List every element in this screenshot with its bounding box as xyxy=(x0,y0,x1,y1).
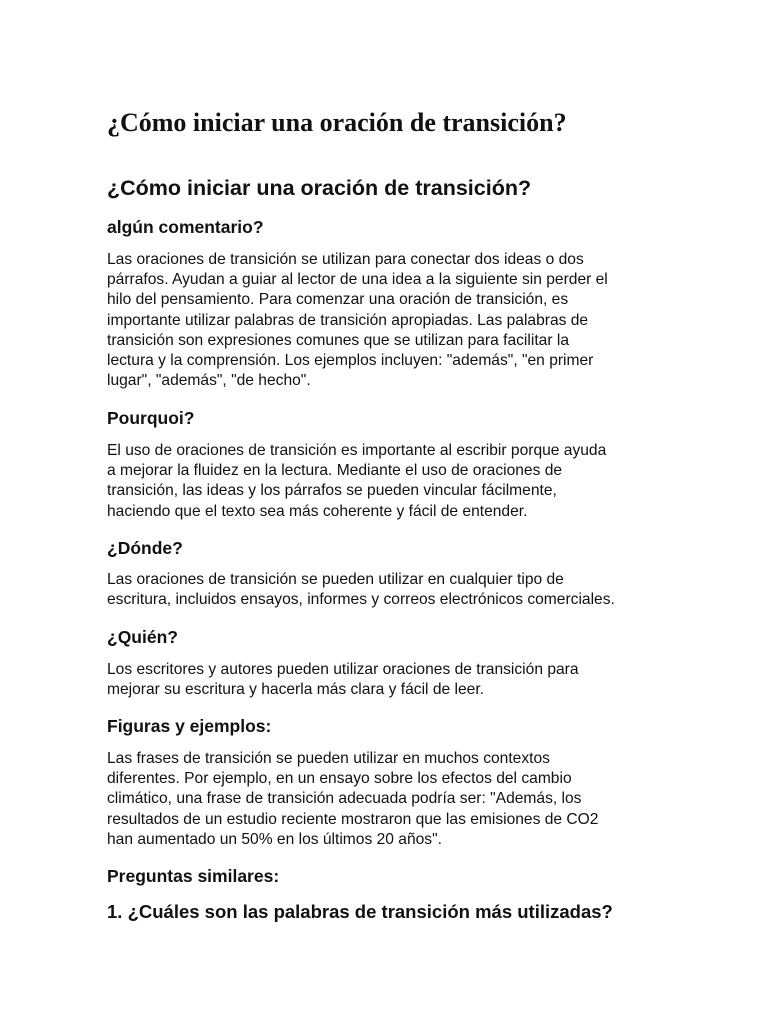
section-paragraph-donde xyxy=(107,570,667,610)
similar-questions-heading: Preguntas similares: xyxy=(107,866,280,886)
paragraph-line: Los escritores y autores pueden utilizar oraciones de transición para xyxy=(107,661,579,678)
paragraph-line: importante utilizar palabras de transición apropiadas. Las palabras de xyxy=(107,311,589,329)
section-paragraph-comentario xyxy=(107,250,667,391)
paragraph-line: climático, una frase de transición adecuada podría ser: "Además, los xyxy=(107,790,582,808)
paragraph-line: resultados de un estudio reciente mostraron que las emisiones de CO2 xyxy=(107,810,599,828)
paragraph-line: escritura, incluidos ensayos, informes y correos electrónicos comerciales. xyxy=(107,591,615,609)
paragraph-line: han aumentado un 50% en los últimos 20 años". xyxy=(107,830,442,848)
section-heading-pourquoi: Pourquoi? xyxy=(107,408,195,428)
paragraph-line: a mejorar la fluidez en la lectura. Mediante el uso de oraciones de xyxy=(107,462,563,480)
paragraph-line: lugar", "además", "de hecho". xyxy=(107,372,311,390)
section-heading-figuras: Figuras y ejemplos: xyxy=(107,716,272,736)
section-heading-comentario: algún comentario? xyxy=(107,217,264,237)
section-heading-donde: ¿Dónde? xyxy=(107,538,183,558)
paragraph-line: diferentes. Por ejemplo, en un ensayo sobre los efectos del cambio xyxy=(107,770,572,788)
paragraph-line: El uso de oraciones de transición es importante al escribir porque ayuda xyxy=(107,442,607,459)
section-paragraph-figuras xyxy=(107,749,667,850)
paragraph-line: haciendo que el texto sea más coherente y fácil de entender. xyxy=(107,502,528,520)
paragraph-line: párrafos. Ayudan a guiar al lector de una idea a la siguiente sin perder el xyxy=(107,271,608,289)
paragraph-line: transición son expresiones comunes que se utilizan para facilitar la xyxy=(107,331,569,349)
section-heading-quien: ¿Quién? xyxy=(107,627,178,647)
section-paragraph-pourquoi xyxy=(107,441,667,522)
paragraph-line: Las frases de transición se pueden utilizar en muchos contextos xyxy=(107,750,550,767)
paragraph-line: lectura y la comprensión. Los ejemplos incluyen: "además", "en primer xyxy=(107,352,594,370)
paragraph-line: mejorar su escritura y hacerla más clara y fácil de leer. xyxy=(107,681,484,699)
paragraph-line: Las oraciones de transición se pueden utilizar en cualquier tipo de xyxy=(107,571,564,588)
section-paragraph-quien xyxy=(107,660,667,700)
main-heading: ¿Cómo iniciar una oración de transición? xyxy=(107,176,532,200)
paragraph-line: transición, las ideas y los párrafos se pueden vincular fácilmente, xyxy=(107,482,557,500)
paragraph-line: hilo del pensamiento. Para comenzar una oración de transición, es xyxy=(107,291,569,309)
document-title: ¿Cómo iniciar una oración de transición? xyxy=(107,108,567,137)
question-heading: 1. ¿Cuáles son las palabras de transición más utilizadas? xyxy=(107,901,613,922)
paragraph-line: Las oraciones de transición se utilizan para conectar dos ideas o dos xyxy=(107,251,584,268)
